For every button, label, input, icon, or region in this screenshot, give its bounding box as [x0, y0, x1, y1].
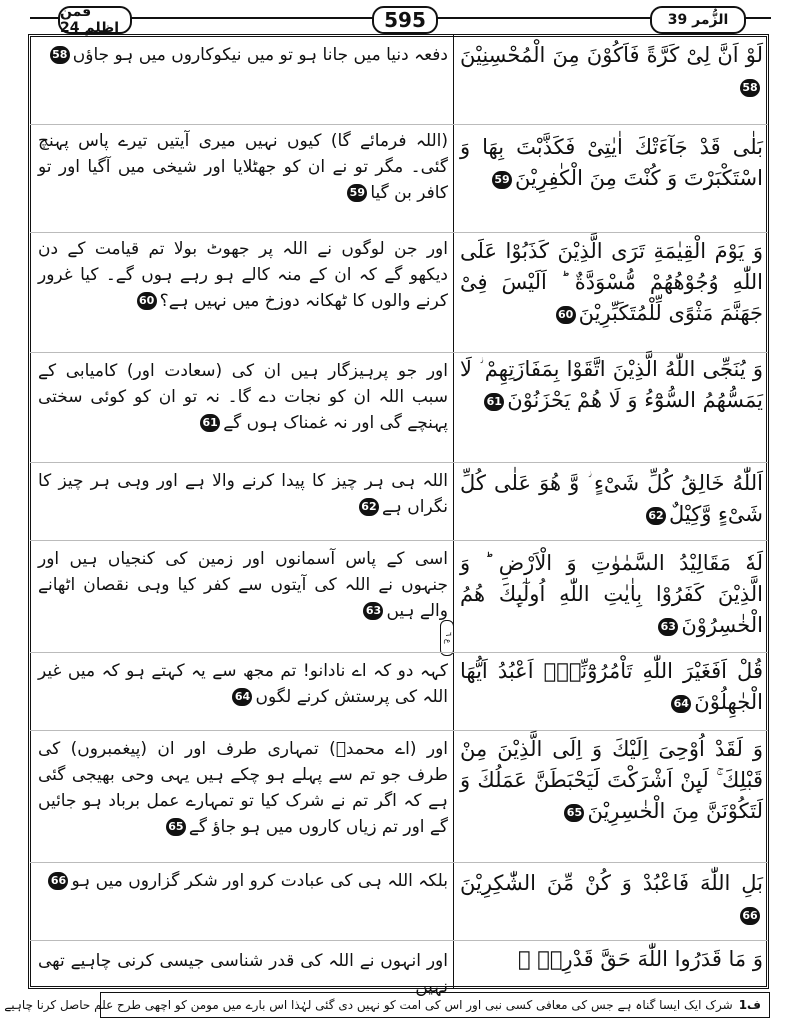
row-separator [30, 124, 768, 125]
row-separator [30, 232, 768, 233]
translation-text: اور جو پرہیزگار ہیں ان کی (سعادت اور) کامیابی کے سبب اللہ ان کو نجات دے گا۔ نہ تو ان کو کوئی سختی پہنچے گی اور نہ غمناک ہوں گے [38, 361, 448, 433]
verse-translation [38, 868, 448, 894]
translation-text: دفعہ دنیا میں جانا ہو تو میں نیکوکاروں میں ہو جاؤں [72, 45, 448, 65]
page-number: 595 [372, 6, 438, 34]
verse-arabic [460, 656, 763, 718]
verse-number: 65 [564, 804, 584, 822]
arabic-text: بَلِ اللّٰهَ فَاعْبُدْ وَ كُنْ مِّنَ الشّٰكِرِیْنَ [460, 871, 763, 895]
translation-text: اللہ ہی ہر چیز کا پیدا کرنے والا ہے اور وہی ہر چیز کا نگراں ہے [38, 471, 448, 517]
verse-number: 66 [740, 907, 760, 925]
verse-number: 59 [347, 184, 367, 202]
verse-number: 64 [232, 688, 252, 706]
arabic-text: اَللّٰهُ خَالِقُ كُلِّ شَیْءٍ ؗ وَّ هُوَ عَلٰى كُلِّ شَیْءٍ وَّكِیْلٌ [460, 471, 763, 526]
row-separator [30, 862, 768, 863]
arabic-text: وَ لَقَدْ اُوْحِیَ اِلَیْكَ وَ اِلَى الَّذِیْنَ مِنْ قَبْلِكَ ۚ لَىِٕنْ اَشْرَكْتَ لَیَحْبَطَنَّ عَمَلُكَ وَ لَتَكُوْنَنَّ مِنَ الْخٰسِرِیْنَ [460, 737, 763, 823]
verse-number: 60 [556, 306, 576, 324]
translation-text: اور جن لوگوں نے اللہ پر جھوٹ بولا تم قیامت کے دن دیکھو گے کہ ان کے منہ کالے ہو رہے ہوں گے۔ کیا غرور کرنے والوں کا ٹھکانہ دوزخ میں نہیں ہے؟ [38, 239, 448, 311]
verse-arabic [460, 132, 763, 194]
verse-translation [38, 42, 448, 68]
footnote-text: شرک ایک ایسا گناہ ہے جس کی معافی کسی نبی اور اس کی امت کو نہیں دی گئی لہٰذا اس بارے میں مومن کو اچھی طرح علم حاصل کرنا چاہیے [4, 998, 733, 1012]
verse-arabic [460, 944, 763, 975]
verse-translation [38, 468, 448, 520]
verse-translation [38, 736, 448, 840]
arabic-text: لَوْ اَنَّ لِیْ كَرَّةً فَاَكُوْنَ مِنَ الْمُحْسِنِیْنَ [460, 43, 763, 67]
verse-number: 59 [492, 171, 512, 189]
translation-text: بلکہ اللہ ہی کی عبادت کرو اور شکر گزاروں میں ہو [71, 871, 448, 891]
verse-translation [38, 358, 448, 436]
arabic-text: وَ یَوْمَ الْقِیٰمَةِ تَرَى الَّذِیْنَ كَذَبُوْا عَلَى اللّٰهِ وُجُوْهُهُمْ مُّسْوَدَّةٌ ؕ اَلَیْسَ فِیْ جَهَنَّمَ مَثْوًى لِّلْمُتَكَبِّرِیْنَ [460, 239, 763, 325]
verse-number: 58 [50, 46, 70, 64]
translation-text: اور (اے محمدؐ) تمہاری طرف اور ان (پیغمبروں) کی طرف جو تم سے پہلے ہو چکے ہیں یہی وحی بھیجی گئی ہے کہ اگر تم نے شرک کیا تو تمہارے عمل برباد ہو جائیں گے اور تم زیاں کاروں میں ہو جاؤ گے [38, 739, 448, 837]
arabic-text: قُلْ اَفَغَیْرَ اللّٰهِ تَاْمُرُوْٓنِّیْۤ اَعْبُدُ اَیُّهَا الْجٰهِلُوْنَ [460, 659, 763, 714]
verse-arabic [460, 734, 763, 827]
arabic-text: وَ یُنَجِّی اللّٰهُ الَّذِیْنَ اتَّقَوْا بِمَفَازَتِهِمْ ؗ لَا یَمَسُّهُمُ السُّوْٓءُ وَ لَا هُمْ یَحْزَنُوْنَ [460, 357, 763, 412]
row-separator [30, 352, 768, 353]
para-label: فمن اظلم 24 [58, 6, 132, 34]
verse-number: 63 [363, 602, 383, 620]
verse-number: 64 [671, 695, 691, 713]
verse-number: 60 [137, 292, 157, 310]
translation-text: اسی کے پاس آسمانوں اور زمین کی کنجیاں ہیں اور جنہوں نے اللہ کی آیتوں سے کفر کیا وہی نقصان اٹھانے والے ہیں [38, 549, 448, 621]
row-separator [30, 940, 768, 941]
translation-text: کہہ دو کہ اے نادانو! تم مجھ سے یہ کہتے ہو کہ میں غیر اللہ کی پرستش کرنے لگوں [38, 661, 448, 707]
verse-arabic [460, 868, 763, 930]
row-separator [30, 730, 768, 731]
verse-number: 62 [359, 498, 379, 516]
surah-label: الزُّمر 39 [650, 6, 746, 34]
verse-arabic [460, 236, 763, 329]
footnote-marker: ف1 [738, 998, 761, 1012]
row-separator [30, 540, 768, 541]
row-separator [30, 462, 768, 463]
verse-number: 62 [646, 507, 666, 525]
translation-text: (اللہ فرمائے گا) کیوں نہیں میری آیتیں تیرے پاس پہنچ گئی۔ مگر تو نے ان کو جھٹلایا اور شیخی میں آگیا اور تو کافر بن گیا [38, 131, 448, 203]
footnote [4, 992, 770, 1018]
column-divider [453, 34, 454, 989]
verse-arabic [460, 468, 763, 530]
verse-translation [38, 128, 448, 206]
verse-translation [38, 658, 448, 710]
arabic-text: لَهٗ مَقَالِیْدُ السَّمٰوٰتِ وَ الْاَرْضِ ؕ وَ الَّذِیْنَ كَفَرُوْا بِاٰیٰتِ اللّٰهِ اُولٰٓىِٕكَ هُمُ الْخٰسِرُوْنَ [460, 551, 763, 637]
verse-number: 58 [740, 79, 760, 97]
translation-text: اور انہوں نے اللہ کی قدر شناسی جیسی کرنی چاہیے تھی نہیں [38, 951, 448, 997]
ruku-marker: ع ٦ [440, 620, 454, 656]
arabic-text: بَلٰى قَدْ جَآءَتْكَ اٰیٰتِیْ فَكَذَّبْتَ بِهَا وَ اسْتَكْبَرْتَ وَ كُنْتَ مِنَ الْكٰفِرِیْنَ [460, 135, 763, 190]
verse-arabic [460, 354, 763, 416]
verse-number: 61 [200, 414, 220, 432]
verse-number: 66 [48, 872, 68, 890]
verse-arabic [460, 548, 763, 641]
verse-number: 65 [166, 818, 186, 836]
verse-number: 61 [484, 393, 504, 411]
verse-arabic [460, 40, 763, 102]
verse-translation [38, 236, 448, 314]
row-separator [30, 652, 768, 653]
verse-translation [38, 546, 448, 624]
arabic-text: وَ مَا قَدَرُوا اللّٰهَ حَقَّ قَدْرِهٖ ۗ [518, 947, 763, 971]
verse-number: 63 [658, 618, 678, 636]
